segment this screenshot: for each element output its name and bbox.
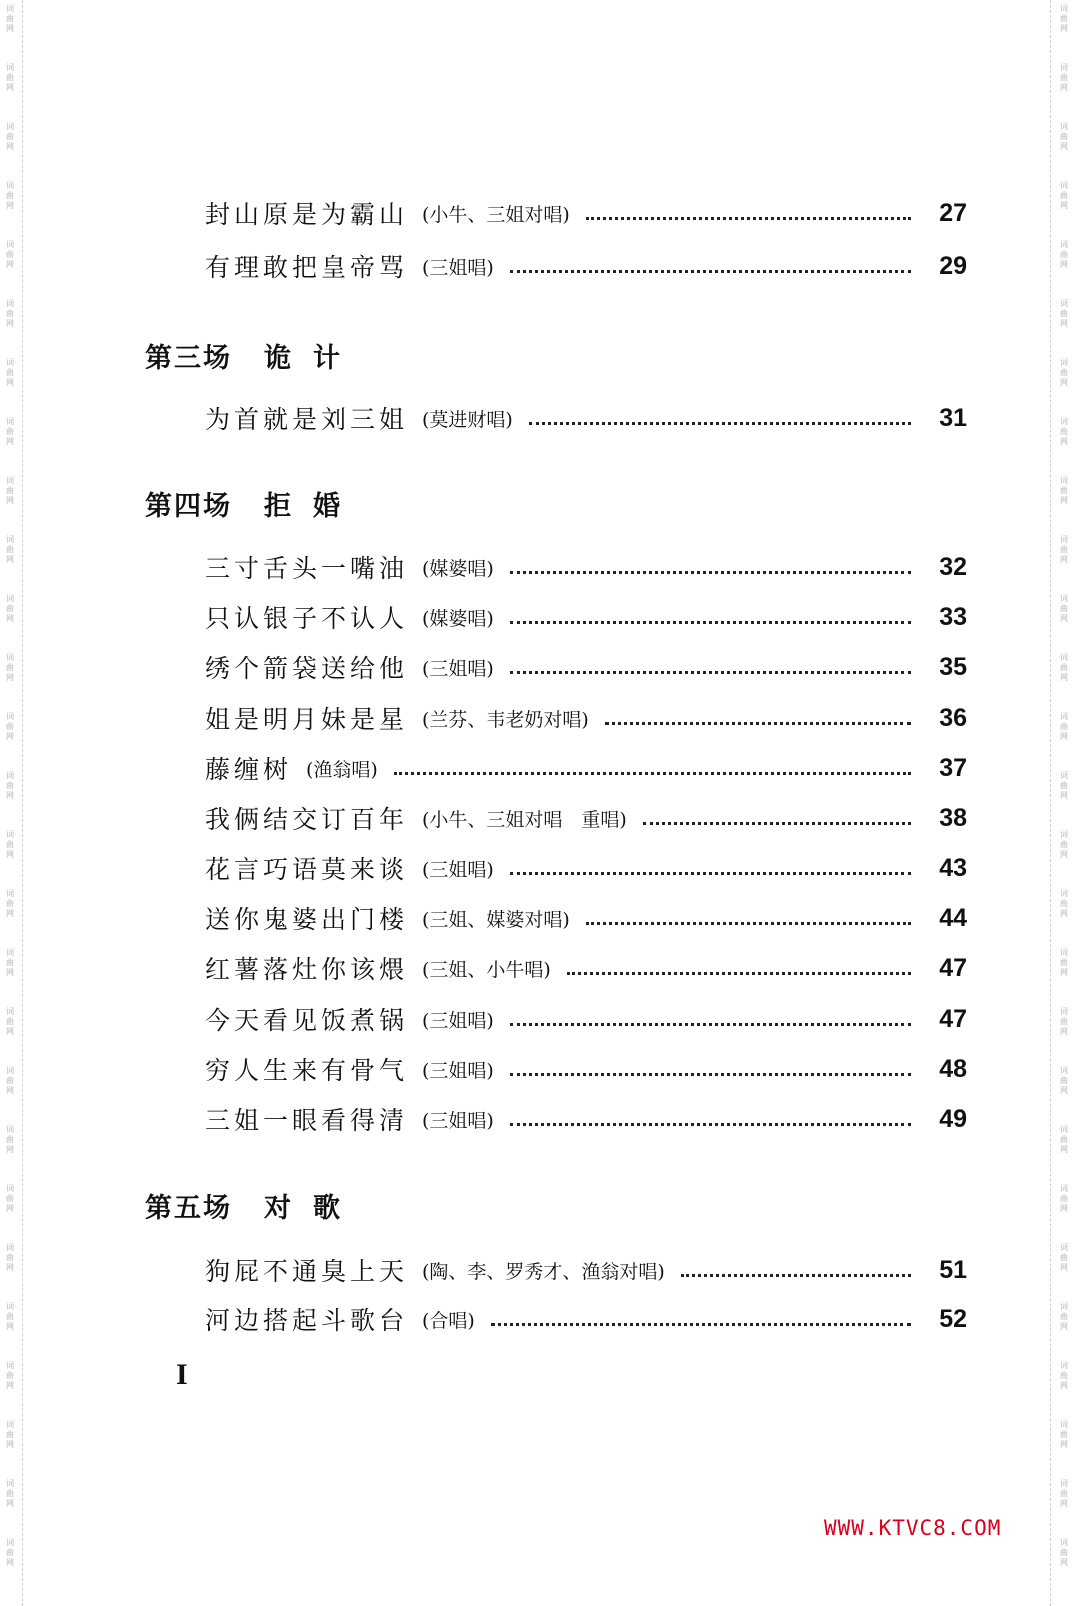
side-watermark-stamp: 词 曲 网 bbox=[1060, 358, 1068, 387]
section-heading-5 bbox=[145, 1186, 362, 1225]
side-watermark-stamp: 词 曲 网 bbox=[1060, 63, 1068, 92]
toc-entry bbox=[205, 948, 967, 988]
side-watermark-stamp: 词 曲 网 bbox=[1060, 712, 1068, 741]
side-watermark-stamp: 词 曲 网 bbox=[1060, 535, 1068, 564]
side-watermark-stamp: 词 曲 网 bbox=[6, 712, 14, 741]
side-watermark-stamp: 词 曲 网 bbox=[6, 1066, 14, 1095]
side-watermark-stamp: 词 曲 网 bbox=[1060, 122, 1068, 151]
side-watermark-stamp: 词 曲 网 bbox=[1060, 476, 1068, 505]
side-watermark-stamp: 词 曲 网 bbox=[6, 948, 14, 977]
side-watermark-stamp: 词 曲 网 bbox=[1060, 299, 1068, 328]
singer-note: (合唱) bbox=[422, 1309, 475, 1332]
section-number: 第四场 bbox=[145, 491, 232, 522]
side-watermark-stamp: 词 曲 网 bbox=[1060, 653, 1068, 682]
side-watermark-stamp: 词 曲 网 bbox=[1060, 1184, 1068, 1213]
section-number: 第五场 bbox=[145, 1193, 232, 1224]
dot-leader bbox=[510, 872, 911, 875]
dot-leader bbox=[643, 822, 911, 825]
side-watermark-stamp: 词 曲 网 bbox=[1060, 1479, 1068, 1508]
side-watermark-stamp: 词 曲 网 bbox=[1060, 1361, 1068, 1390]
dot-leader bbox=[510, 1073, 911, 1076]
song-title: 绣个箭袋送给他 bbox=[205, 654, 409, 683]
toc-entry bbox=[205, 748, 967, 788]
dot-leader bbox=[605, 722, 911, 725]
song-title: 藤缠树 bbox=[205, 755, 293, 784]
side-watermark-stamp: 词 曲 网 bbox=[6, 594, 14, 623]
singer-note: (媒婆唱) bbox=[422, 607, 494, 630]
singer-note: (三姐唱) bbox=[422, 1109, 494, 1132]
singer-note: (三姐唱) bbox=[422, 1009, 494, 1032]
page-number: 27 bbox=[939, 198, 967, 227]
section-number: 第三场 bbox=[145, 343, 232, 374]
side-watermark-stamp: 词 曲 网 bbox=[6, 4, 14, 33]
song-title: 三姐一眼看得清 bbox=[205, 1106, 409, 1135]
side-watermark-stamp: 词 曲 网 bbox=[1060, 1125, 1068, 1154]
singer-note: (陶、李、罗秀才、渔翁对唱) bbox=[422, 1260, 665, 1283]
side-watermark-stamp: 词 曲 网 bbox=[6, 889, 14, 918]
page-number: 51 bbox=[939, 1255, 967, 1284]
page-number: 29 bbox=[939, 251, 967, 280]
singer-note: (三姐唱) bbox=[422, 256, 494, 279]
side-watermark-stamp: 词 曲 网 bbox=[6, 1479, 14, 1508]
toc-entry bbox=[205, 647, 967, 687]
side-watermark-stamp: 词 曲 网 bbox=[6, 653, 14, 682]
side-watermark-stamp: 词 曲 网 bbox=[6, 1420, 14, 1449]
song-title: 送你鬼婆出门楼 bbox=[205, 905, 409, 934]
side-watermark-stamp: 词 曲 网 bbox=[6, 1184, 14, 1213]
singer-note: (渔翁唱) bbox=[306, 758, 378, 781]
side-watermark-stamp: 词 曲 网 bbox=[6, 358, 14, 387]
page-number: 33 bbox=[939, 602, 967, 631]
page-number: 38 bbox=[939, 803, 967, 832]
side-watermark-stamp: 词 曲 网 bbox=[6, 417, 14, 446]
page-number: 52 bbox=[939, 1304, 967, 1333]
singer-note: (三姐、小牛唱) bbox=[422, 958, 551, 981]
right-margin-rule bbox=[1050, 0, 1051, 1606]
toc-entry bbox=[205, 398, 967, 438]
song-title: 姐是明月妹是星 bbox=[205, 705, 409, 734]
dot-leader bbox=[394, 772, 911, 775]
side-watermark-stamp: 词 曲 网 bbox=[6, 1361, 14, 1390]
singer-note: (媒婆唱) bbox=[422, 557, 494, 580]
page-number: 37 bbox=[939, 753, 967, 782]
side-watermark-stamp: 词 曲 网 bbox=[1060, 1066, 1068, 1095]
dot-leader bbox=[586, 922, 911, 925]
side-watermark-stamp: 词 曲 网 bbox=[6, 476, 14, 505]
song-title: 只认银子不认人 bbox=[205, 604, 409, 633]
song-title: 狗屁不通臭上天 bbox=[205, 1257, 409, 1286]
side-watermark-stamp: 词 曲 网 bbox=[1060, 1538, 1068, 1567]
page-number: 31 bbox=[939, 403, 967, 432]
toc-entry bbox=[205, 898, 967, 938]
side-watermark-stamp: 词 曲 网 bbox=[1060, 1007, 1068, 1036]
toc-entry bbox=[205, 999, 967, 1039]
dot-leader bbox=[586, 217, 911, 220]
page-number: 36 bbox=[939, 703, 967, 732]
page-number: 35 bbox=[939, 652, 967, 681]
singer-note: (莫进财唱) bbox=[422, 408, 513, 431]
toc-entry bbox=[205, 193, 967, 233]
side-watermark-stamp: 词 曲 网 bbox=[6, 1007, 14, 1036]
section-heading-4 bbox=[145, 484, 362, 523]
dot-leader bbox=[529, 422, 911, 425]
song-title: 穷人生来有骨气 bbox=[205, 1056, 409, 1085]
side-watermark-stamp: 词 曲 网 bbox=[6, 1538, 14, 1567]
dot-leader bbox=[567, 972, 911, 975]
dot-leader bbox=[491, 1323, 911, 1326]
page-number: 49 bbox=[939, 1104, 967, 1133]
side-watermark-stamp: 词 曲 网 bbox=[6, 299, 14, 328]
toc-entry bbox=[205, 798, 967, 838]
song-title: 封山原是为霸山 bbox=[205, 200, 409, 229]
side-watermark-stamp: 词 曲 网 bbox=[6, 1302, 14, 1331]
page-number: 47 bbox=[939, 1004, 967, 1033]
side-watermark-stamp: 词 曲 网 bbox=[6, 1125, 14, 1154]
song-title: 三寸舌头一嘴油 bbox=[205, 554, 409, 583]
toc-entry bbox=[205, 547, 967, 587]
side-watermark-stamp: 词 曲 网 bbox=[1060, 948, 1068, 977]
left-margin-rule bbox=[22, 0, 23, 1606]
side-watermark-stamp: 词 曲 网 bbox=[1060, 181, 1068, 210]
side-watermark-stamp: 词 曲 网 bbox=[1060, 594, 1068, 623]
site-watermark: WWW.KTVC8.COM bbox=[824, 1516, 1002, 1540]
side-watermark-stamp: 词 曲 网 bbox=[6, 181, 14, 210]
dot-leader bbox=[510, 270, 911, 273]
side-watermark-stamp: 词 曲 网 bbox=[6, 63, 14, 92]
dot-leader bbox=[510, 1023, 911, 1026]
side-watermark-stamp: 词 曲 网 bbox=[1060, 889, 1068, 918]
song-title: 红薯落灶你该煨 bbox=[205, 955, 409, 984]
section-name: 诡计 bbox=[264, 343, 362, 374]
toc-entry bbox=[205, 1049, 967, 1089]
dot-leader bbox=[510, 1123, 911, 1126]
toc-entry bbox=[205, 597, 967, 637]
side-watermark-stamp: 词 曲 网 bbox=[1060, 4, 1068, 33]
singer-note: (兰芬、韦老奶对唱) bbox=[422, 708, 589, 731]
toc-entry bbox=[205, 848, 967, 888]
page-number: 44 bbox=[939, 903, 967, 932]
singer-note: (三姐唱) bbox=[422, 1059, 494, 1082]
side-watermark-stamp: 词 曲 网 bbox=[1060, 830, 1068, 859]
toc-entry bbox=[205, 1299, 967, 1339]
side-watermark-stamp: 词 曲 网 bbox=[6, 1243, 14, 1272]
section-name: 拒婚 bbox=[264, 491, 362, 522]
singer-note: (三姐、媒婆对唱) bbox=[422, 908, 570, 931]
side-watermark-stamp: 词 曲 网 bbox=[6, 830, 14, 859]
song-title: 花言巧语莫来谈 bbox=[205, 855, 409, 884]
side-watermark-stamp: 词 曲 网 bbox=[1060, 1420, 1068, 1449]
singer-note: (小牛、三姐对唱 重唱) bbox=[422, 808, 627, 831]
toc-entry bbox=[205, 1250, 967, 1290]
toc-entry bbox=[205, 246, 967, 286]
song-title: 今天看见饭煮锅 bbox=[205, 1006, 409, 1035]
section-heading-3 bbox=[145, 336, 362, 375]
dot-leader bbox=[510, 621, 911, 624]
singer-note: (三姐唱) bbox=[422, 858, 494, 881]
side-watermark-stamp: 词 曲 网 bbox=[1060, 417, 1068, 446]
dot-leader bbox=[681, 1274, 911, 1277]
side-watermark-stamp: 词 曲 网 bbox=[1060, 240, 1068, 269]
side-watermark-stamp: 词 曲 网 bbox=[6, 122, 14, 151]
song-title: 我俩结交订百年 bbox=[205, 805, 409, 834]
dot-leader bbox=[510, 671, 911, 674]
song-title: 有理敢把皇帝骂 bbox=[205, 253, 409, 282]
song-title: 河边搭起斗歌台 bbox=[205, 1306, 409, 1335]
section-name: 对歌 bbox=[264, 1193, 362, 1224]
page-number: 43 bbox=[939, 853, 967, 882]
singer-note: (小牛、三姐对唱) bbox=[422, 203, 570, 226]
side-watermark-stamp: 词 曲 网 bbox=[1060, 1243, 1068, 1272]
singer-note: (三姐唱) bbox=[422, 657, 494, 680]
dot-leader bbox=[510, 571, 911, 574]
side-watermark-stamp: 词 曲 网 bbox=[1060, 771, 1068, 800]
page-number: 32 bbox=[939, 552, 967, 581]
page-number: 48 bbox=[939, 1054, 967, 1083]
side-watermark-stamp: 词 曲 网 bbox=[6, 240, 14, 269]
page-folio: I bbox=[176, 1358, 188, 1391]
side-watermark-stamp: 词 曲 网 bbox=[6, 535, 14, 564]
side-watermark-stamp: 词 曲 网 bbox=[1060, 1302, 1068, 1331]
toc-entry bbox=[205, 698, 967, 738]
side-watermark-stamp: 词 曲 网 bbox=[6, 771, 14, 800]
page-number: 47 bbox=[939, 953, 967, 982]
toc-entry bbox=[205, 1099, 967, 1139]
song-title: 为首就是刘三姐 bbox=[205, 405, 409, 434]
